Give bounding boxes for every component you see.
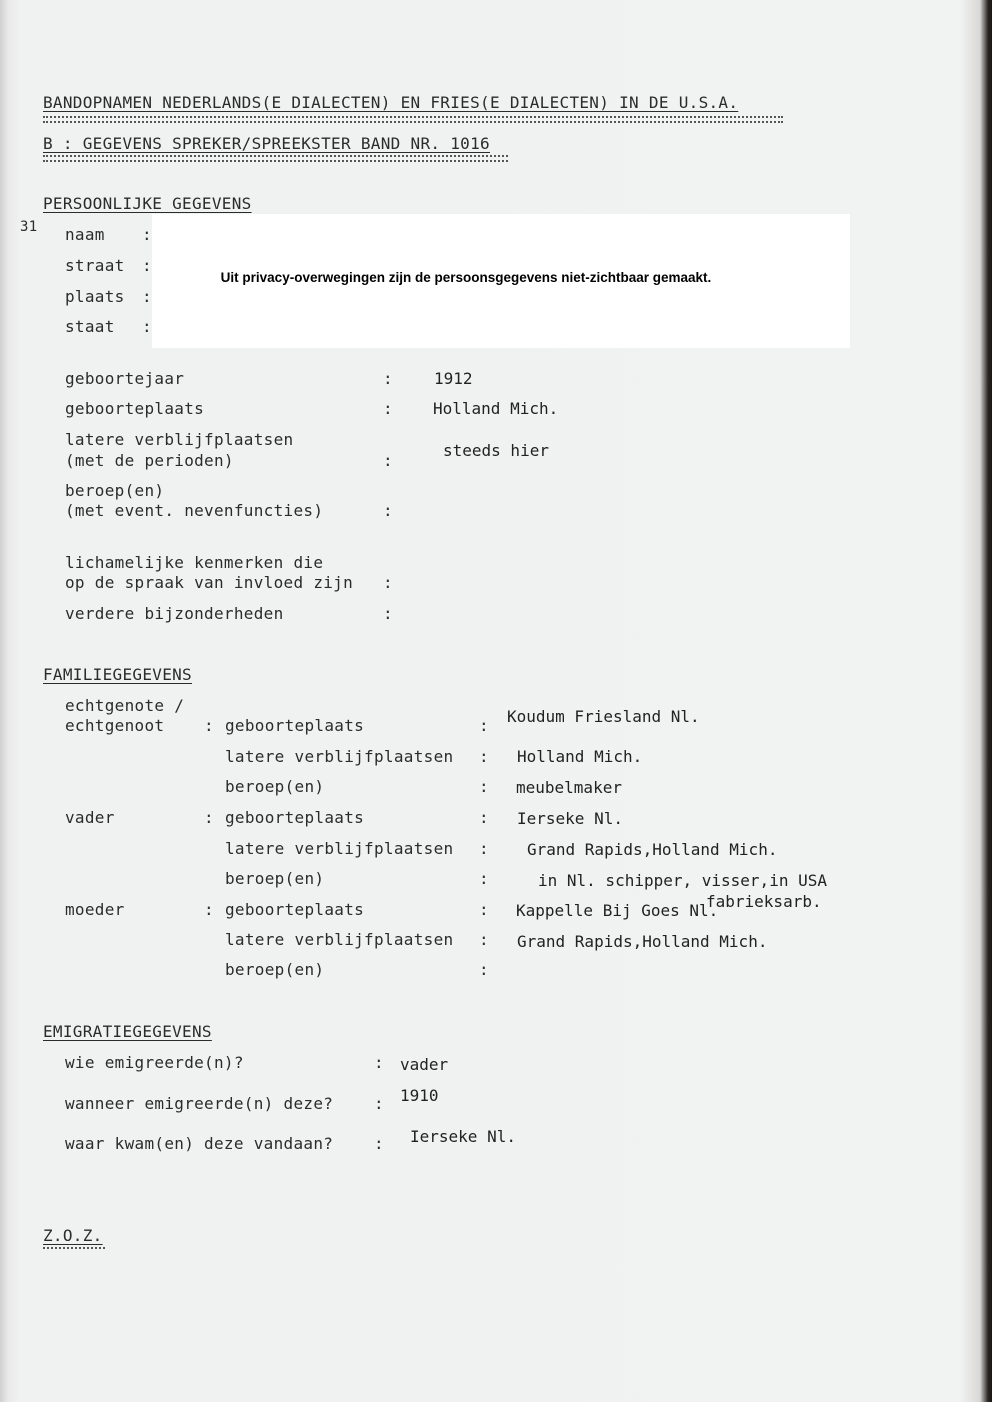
spouse-colon: : — [204, 716, 214, 735]
spouse-geboorteplaats-value: Koudum Friesland Nl. — [507, 707, 700, 726]
spouse-verblijf-colon: : — [479, 747, 489, 766]
geboorteplaats-value: Holland Mich. — [433, 399, 559, 418]
subtitle-double-underline-2 — [43, 160, 508, 162]
verdere-label: verdere bijzonderheden — [65, 604, 284, 623]
moeder-label: moeder — [65, 900, 125, 919]
geboortejaar-colon: : — [383, 369, 393, 388]
vader-verblijf-label: latere verblijfplaatsen — [225, 839, 454, 858]
wanneer-value: 1910 — [400, 1086, 439, 1105]
spouse-verblijf-label: latere verblijfplaatsen — [225, 747, 454, 766]
vader-geboorteplaats-label: geboorteplaats — [225, 808, 365, 827]
verblijf-colon: : — [383, 451, 393, 470]
staat-label: staat — [65, 317, 115, 336]
zoz-double-underline — [43, 1247, 105, 1249]
verblijf-label-2: (met de perioden) — [65, 451, 234, 470]
vader-beroep-colon: : — [479, 869, 489, 888]
beroep-label-2: (met event. nevenfuncties) — [65, 501, 324, 520]
verblijf-label-1: latere verblijfplaatsen — [65, 430, 294, 449]
margin-number: 31 — [20, 219, 38, 235]
waar-colon: : — [374, 1134, 384, 1153]
geboortejaar-label: geboortejaar — [65, 369, 185, 388]
vader-label: vader — [65, 808, 115, 827]
title-double-underline — [43, 116, 783, 118]
moeder-beroep-colon: : — [479, 960, 489, 979]
title-double-underline-2 — [43, 121, 783, 123]
vader-beroep-value: in Nl. schipper, visser,in USA — [538, 871, 827, 890]
plaats-colon: : — [142, 287, 152, 306]
moeder-beroep-label: beroep(en) — [225, 960, 325, 979]
moeder-geboorteplaats-label: geboorteplaats — [225, 900, 365, 919]
lichamelijke-colon: : — [383, 573, 393, 592]
plaats-label: plaats — [65, 287, 125, 306]
moeder-geboorteplaats-colon: : — [479, 900, 489, 919]
lichamelijke-label-1: lichamelijke kenmerken die — [65, 553, 324, 572]
naam-colon: : — [142, 225, 152, 244]
geboortejaar-value: 1912 — [434, 369, 473, 388]
wie-label: wie emigreerde(n)? — [65, 1053, 244, 1072]
wie-colon: : — [374, 1053, 384, 1072]
wanneer-colon: : — [374, 1094, 384, 1113]
zoz-note: Z.O.Z. — [43, 1226, 103, 1245]
geboorteplaats-label: geboorteplaats — [65, 399, 205, 418]
wie-value: vader — [400, 1055, 449, 1074]
moeder-geboorteplaats-value: Kappelle Bij Goes Nl. — [516, 901, 719, 920]
geboorteplaats-colon: : — [383, 399, 393, 418]
verblijf-value: steeds hier — [443, 441, 549, 460]
vader-beroep-extra: fabrieksarb. — [706, 892, 822, 911]
wanneer-label: wanneer emigreerde(n) deze? — [65, 1094, 334, 1113]
document-subtitle: B : GEGEVENS SPREKER/SPREEKSTER BAND NR. 1016 — [43, 134, 490, 153]
naam-label: naam — [65, 225, 105, 244]
waar-value: Ierseke Nl. — [410, 1127, 516, 1146]
beroep-label-1: beroep(en) — [65, 481, 165, 500]
spouse-label-2: echtgenoot — [65, 716, 165, 735]
beroep-colon: : — [383, 501, 393, 520]
emigration-heading: EMIGRATIEGEGEVENS — [43, 1022, 212, 1041]
verdere-colon: : — [383, 604, 393, 623]
spouse-beroep-label: beroep(en) — [225, 777, 325, 796]
spouse-beroep-value: meubelmaker — [516, 778, 622, 797]
lichamelijke-label-2: op de spraak van invloed zijn — [65, 573, 354, 592]
vader-beroep-label: beroep(en) — [225, 869, 325, 888]
vader-verblijf-value: Grand Rapids,Holland Mich. — [527, 840, 778, 859]
vader-geboorteplaats-colon: : — [479, 808, 489, 827]
spouse-verblijf-value: Holland Mich. — [517, 747, 643, 766]
moeder-colon: : — [204, 900, 214, 919]
personal-heading: PERSOONLIJKE GEGEVENS — [43, 194, 252, 213]
spouse-geboorteplaats-label: geboorteplaats — [225, 716, 365, 735]
moeder-verblijf-label: latere verblijfplaatsen — [225, 930, 454, 949]
staat-colon: : — [142, 317, 152, 336]
family-heading: FAMILIEGEGEVENS — [43, 665, 192, 684]
privacy-redaction-box — [152, 214, 850, 348]
waar-label: waar kwam(en) deze vandaan? — [65, 1134, 334, 1153]
vader-colon: : — [204, 808, 214, 827]
vader-verblijf-colon: : — [479, 839, 489, 858]
straat-label: straat — [65, 256, 125, 275]
spouse-label-1: echtgenote / — [65, 696, 185, 715]
subtitle-double-underline — [43, 155, 508, 157]
spouse-beroep-colon: : — [479, 777, 489, 796]
moeder-verblijf-value: Grand Rapids,Holland Mich. — [517, 932, 768, 951]
moeder-verblijf-colon: : — [479, 930, 489, 949]
document-title: BANDOPNAMEN NEDERLANDS(E DIALECTEN) EN FRIES(E DIALECTEN) IN DE U.S.A. — [43, 93, 739, 112]
privacy-notice: Uit privacy-overwegingen zijn de persoonsgegevens niet-zichtbaar gemaakt. — [220, 270, 712, 285]
straat-colon: : — [142, 256, 152, 275]
spouse-geboorteplaats-colon: : — [479, 716, 489, 735]
vader-geboorteplaats-value: Ierseke Nl. — [517, 809, 623, 828]
